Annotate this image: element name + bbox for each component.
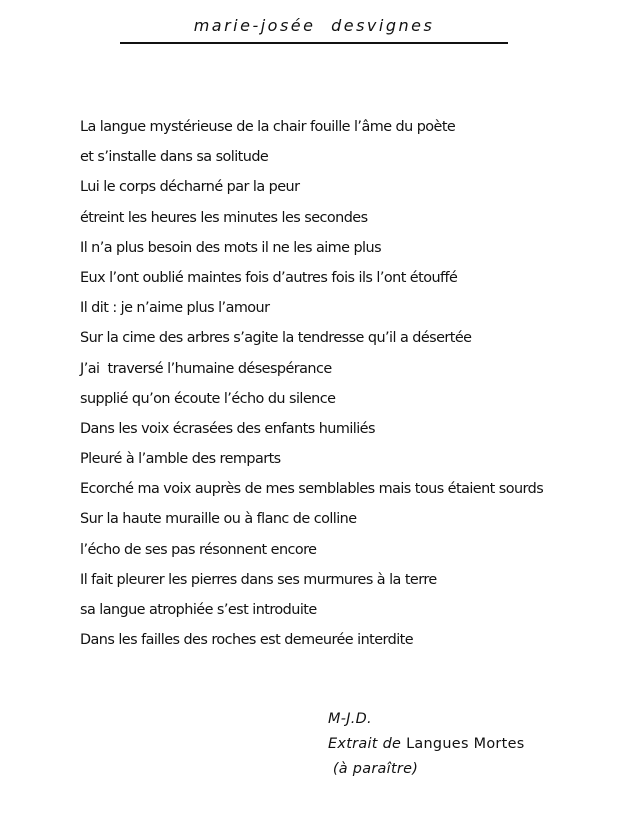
poem-line: Lui le corps décharné par la peur	[80, 179, 300, 196]
header-divider	[120, 42, 508, 44]
poem-line: et s’installe dans sa solitude	[80, 149, 269, 166]
poem-line: l’écho de ses pas résonnent encore	[80, 541, 317, 558]
poem-line: La langue mystérieuse de la chair fouille l’âme du poète	[80, 119, 456, 135]
poem-body	[80, 116, 600, 659]
poem-line: Il dit : je n’aime plus l’amour	[80, 300, 270, 317]
publication-status: (à paraître)	[328, 761, 419, 777]
extract-prefix: Extrait de	[328, 736, 402, 752]
poem-line: Sur la cime des arbres s’agite la tendresse qu’il a désertée	[80, 330, 472, 347]
poem-line: Dans les voix écrasées des enfants humiliés	[80, 420, 375, 437]
author-name: marie-josée desvignes	[193, 16, 435, 35]
poem-line: Il fait pleurer les pierres dans ses murmures à la terre	[80, 571, 437, 588]
poem-line: étreint les heures les minutes les secondes	[80, 209, 368, 226]
poem-line: Pleuré à l’amble des remparts	[80, 451, 281, 468]
poem-line: J’ai traversé l’humaine désespérance	[80, 360, 332, 377]
poem-line: Sur la haute muraille ou à flanc de colline	[80, 511, 357, 528]
signature-block	[328, 708, 525, 783]
author-initials: M-J.D.	[328, 711, 372, 727]
book-title: Langues Mortes	[406, 736, 525, 752]
poem-line: Il n’a plus besoin des mots il ne les aime plus	[80, 239, 382, 256]
poem-line: supplié qu’on écoute l’écho du silence	[80, 390, 336, 407]
poem-line: Dans les failles des roches est demeurée interdite	[80, 632, 414, 649]
poem-line: Eux l’ont oublié maintes fois d’autres fois ils l’ont étouffé	[80, 269, 458, 286]
source-line	[328, 733, 525, 758]
poem-line: sa langue atrophiée s’est introduite	[80, 602, 317, 618]
poem-line: Ecorché ma voix auprès de mes semblables mais tous étaient sourds	[80, 481, 544, 498]
